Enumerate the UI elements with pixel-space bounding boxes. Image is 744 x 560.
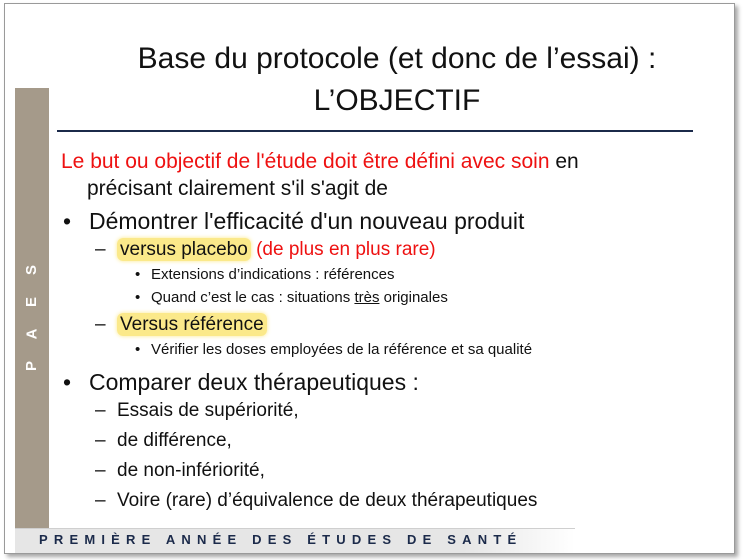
sub-versus-reference	[61, 311, 731, 338]
bullet-demontrer: • Démontrer l'efficacité d'un nouveau produit	[61, 206, 731, 236]
intro-line-2: précisant clairement s'il s'agit de	[87, 177, 388, 200]
intro-text-end: en	[549, 150, 579, 173]
title-line-1: Base du protocole (et donc de l’essai) :	[137, 42, 657, 75]
dash-marker: –	[95, 490, 106, 511]
dash-marker: –	[95, 239, 106, 260]
slide-title	[77, 38, 717, 122]
footer-bar	[15, 528, 575, 553]
sub-difference	[61, 427, 731, 454]
slide-content	[61, 148, 731, 514]
sub-non-inferiorite	[61, 457, 731, 484]
item-verifier: • Vérifier les doses employées de la référence et sa qualité	[61, 338, 731, 361]
title-rule	[57, 130, 693, 132]
item-quand-underlined: très	[354, 289, 380, 306]
item-quand	[61, 286, 731, 309]
sub-superiorite-label: Essais de supériorité,	[117, 400, 299, 421]
dash-marker: –	[95, 400, 106, 421]
intro-red-text: Le but ou objectif de l'étude doit être défini avec soin	[61, 150, 550, 173]
side-letter-e: E	[22, 296, 40, 308]
footer-text: PREMIÈRE ANNÉE DES ÉTUDES DE SANTÉ	[39, 532, 523, 547]
sub-versus-placebo	[61, 236, 731, 263]
dash-marker: –	[95, 314, 106, 335]
intro-paragraph	[61, 148, 731, 202]
item-extensions: • Extensions d’indications : références	[61, 263, 731, 286]
highlight-versus-reference: Versus référence	[117, 313, 267, 336]
sub-equivalence	[61, 487, 731, 514]
side-letters	[15, 259, 49, 377]
sub-difference-label: de différence,	[117, 430, 232, 451]
sub-non-inferiorite-label: de non-infériorité,	[117, 460, 265, 481]
title-line-2: L’OBJECTIF	[313, 84, 481, 117]
side-letter-p: P	[22, 360, 40, 372]
item-quand-post: originales	[379, 289, 448, 306]
dash-marker: –	[95, 460, 106, 481]
dash-marker: –	[95, 430, 106, 451]
item-quand-pre: Quand c’est le cas : situations	[151, 289, 355, 306]
placebo-note: (de plus en plus rare)	[250, 239, 436, 260]
highlight-versus-placebo: versus placebo	[117, 238, 251, 261]
slide	[4, 3, 735, 554]
side-letter-a: A	[23, 328, 40, 340]
side-letter-s: S	[22, 264, 40, 276]
sub-equivalence-label: Voire (rare) d’équivalence de deux thérapeutiques	[117, 490, 538, 511]
sub-superiorite	[61, 397, 731, 424]
bullet-comparer: • Comparer deux thérapeutiques :	[61, 367, 731, 397]
